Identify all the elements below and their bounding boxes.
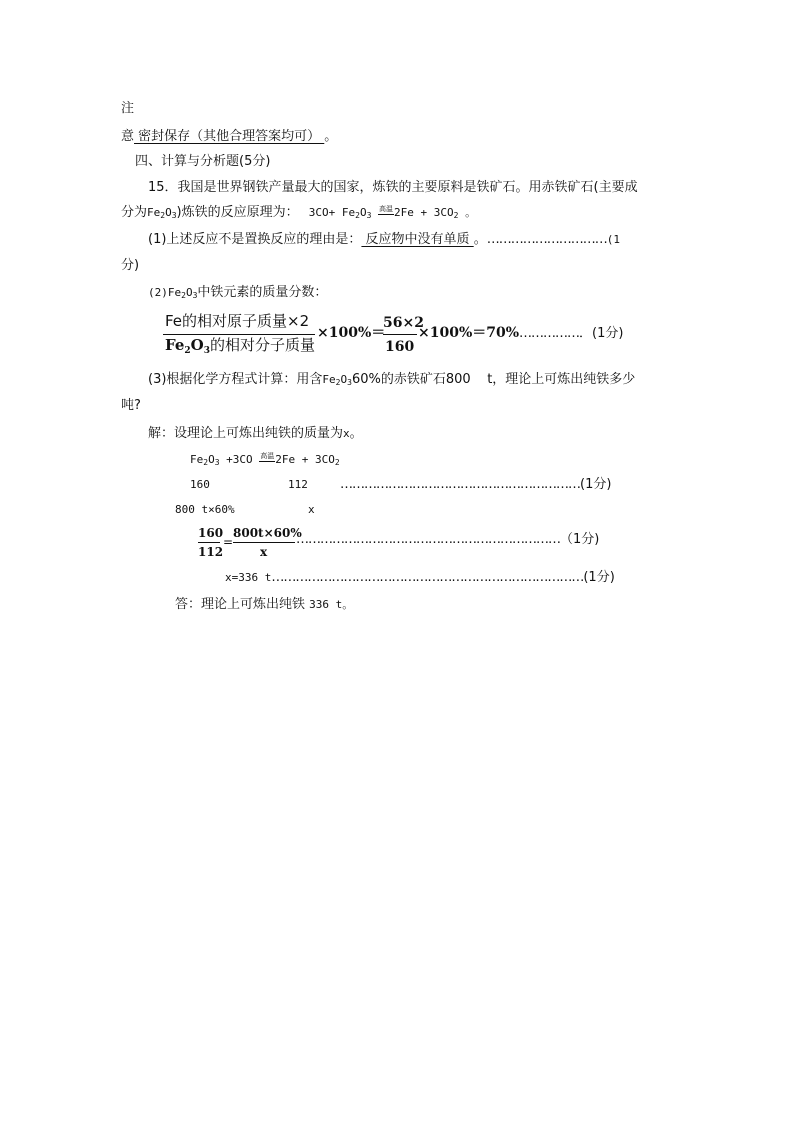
- answer-value: 336 t。: [309, 598, 354, 611]
- result-dots: ……………………………………………………………………: [271, 570, 584, 585]
- part3-fe2o3: $Fe_2O_3$: [322, 373, 352, 387]
- part2-label: (2): [148, 286, 168, 299]
- result-text: x=336 t: [225, 571, 272, 584]
- formula1-dots: ……………: [519, 326, 580, 341]
- condition-high-temp-2: 高温: [260, 452, 275, 460]
- part2-line: [148, 286, 327, 300]
- part1-end: 。: [473, 232, 487, 247]
- given-b: x: [308, 503, 315, 516]
- solution-end: 。: [349, 426, 363, 441]
- part1-label: (1)上述反应不是置换反应的理由是：: [148, 232, 362, 247]
- note-answer: 密封保存（其他合理答案均可）: [134, 129, 325, 144]
- ratio-tail: [340, 478, 611, 491]
- answer-text: 答：理论上可炼出纯铁: [175, 597, 306, 612]
- formula2-bar: [198, 542, 220, 543]
- formula2-tail: [296, 533, 599, 546]
- given-a: 800 t×60%: [175, 503, 235, 516]
- formula1-bar: [163, 334, 315, 335]
- formula2-dots: …………………………………………………………: [296, 532, 560, 547]
- part2-label-b: 中铁元素的质量分数：: [197, 285, 328, 300]
- formula2-bar2: [233, 542, 295, 543]
- note-char-1: 注: [121, 101, 135, 116]
- formula1-score: ．(1分): [579, 326, 624, 341]
- formula2-score: （1分): [560, 532, 600, 547]
- part3-t: t，理论上可炼出纯铁多少: [487, 372, 636, 387]
- q15-line1: 15．我国是世界钢铁产量最大的国家，炼铁的主要原料是铁矿石。用赤铁矿石(主要成: [148, 180, 638, 195]
- ratio-dots: ……………………………………………………: [340, 477, 580, 492]
- part3-mid: 60%的赤铁矿石800: [351, 372, 471, 387]
- q15-line2-a: 分为: [121, 205, 148, 220]
- section-title: 四、计算与分析题(5分): [135, 154, 271, 169]
- formula2-den: 112: [198, 545, 224, 559]
- note-end: 。: [324, 129, 338, 144]
- result-line: [225, 571, 615, 584]
- q15-line2-b: ): [176, 205, 182, 220]
- solution-intro-text: 解：设理论上可炼出纯铁的质量为: [148, 426, 344, 441]
- part1-score-cont: 分): [121, 258, 140, 273]
- formula1-den2: 160: [385, 339, 415, 355]
- solution-x: x: [343, 427, 350, 440]
- formula2-eq: =: [223, 535, 234, 549]
- note-line: [121, 130, 337, 143]
- ratio-a: 160: [190, 478, 210, 491]
- formula2-den2: x: [260, 545, 268, 559]
- q15-line2-b-text: 炼铁的反应原理为：: [181, 205, 299, 220]
- fe2o3-formula: $Fe_2O_3$: [147, 206, 177, 220]
- formula1-mid: ×100%＝: [317, 325, 386, 341]
- part3-line: [148, 373, 635, 387]
- condition-high-temp: 高温: [379, 205, 394, 213]
- answer-line: [175, 598, 353, 611]
- formula1-bar2: [383, 334, 417, 335]
- formula1-end: ×100%＝70%: [418, 325, 520, 341]
- formula2-num2: 800t×60%: [233, 526, 302, 540]
- equation-1: $3CO+ Fe_2O_3$ 高温$2Fe + 3CO_2$ 。: [308, 205, 477, 220]
- formula1-num2: 56×2: [383, 315, 424, 331]
- formula2-num: 160: [198, 526, 224, 540]
- equation-2: $Fe_2O_3 +3CO$ 高温$2Fe + 3CO_2$: [190, 452, 340, 467]
- note-prefix: 意: [121, 129, 135, 144]
- ratio-score: (1分): [580, 477, 612, 492]
- part2-fe2o3: $Fe_2O_3$: [167, 286, 198, 300]
- part1-answer: 反应物中没有单质: [361, 232, 474, 247]
- formula1-denominator: $Fe_2O_3$的相对分子质量: [165, 336, 315, 356]
- part3-line2: 吨?: [121, 398, 141, 413]
- result-score: (1分): [583, 570, 615, 585]
- part3-label: (3)根据化学方程式计算：用含: [148, 372, 323, 387]
- q15-line2: [121, 206, 476, 220]
- part1-score: (1: [606, 233, 620, 246]
- part1-dots: …………………………: [486, 232, 607, 247]
- formula1-numerator: Fe的相对原子质量×2: [165, 312, 310, 330]
- part1-line: [148, 233, 620, 246]
- solution-intro: [148, 427, 363, 440]
- formula1-tail: [418, 326, 623, 340]
- ratio-b: 112: [288, 478, 308, 491]
